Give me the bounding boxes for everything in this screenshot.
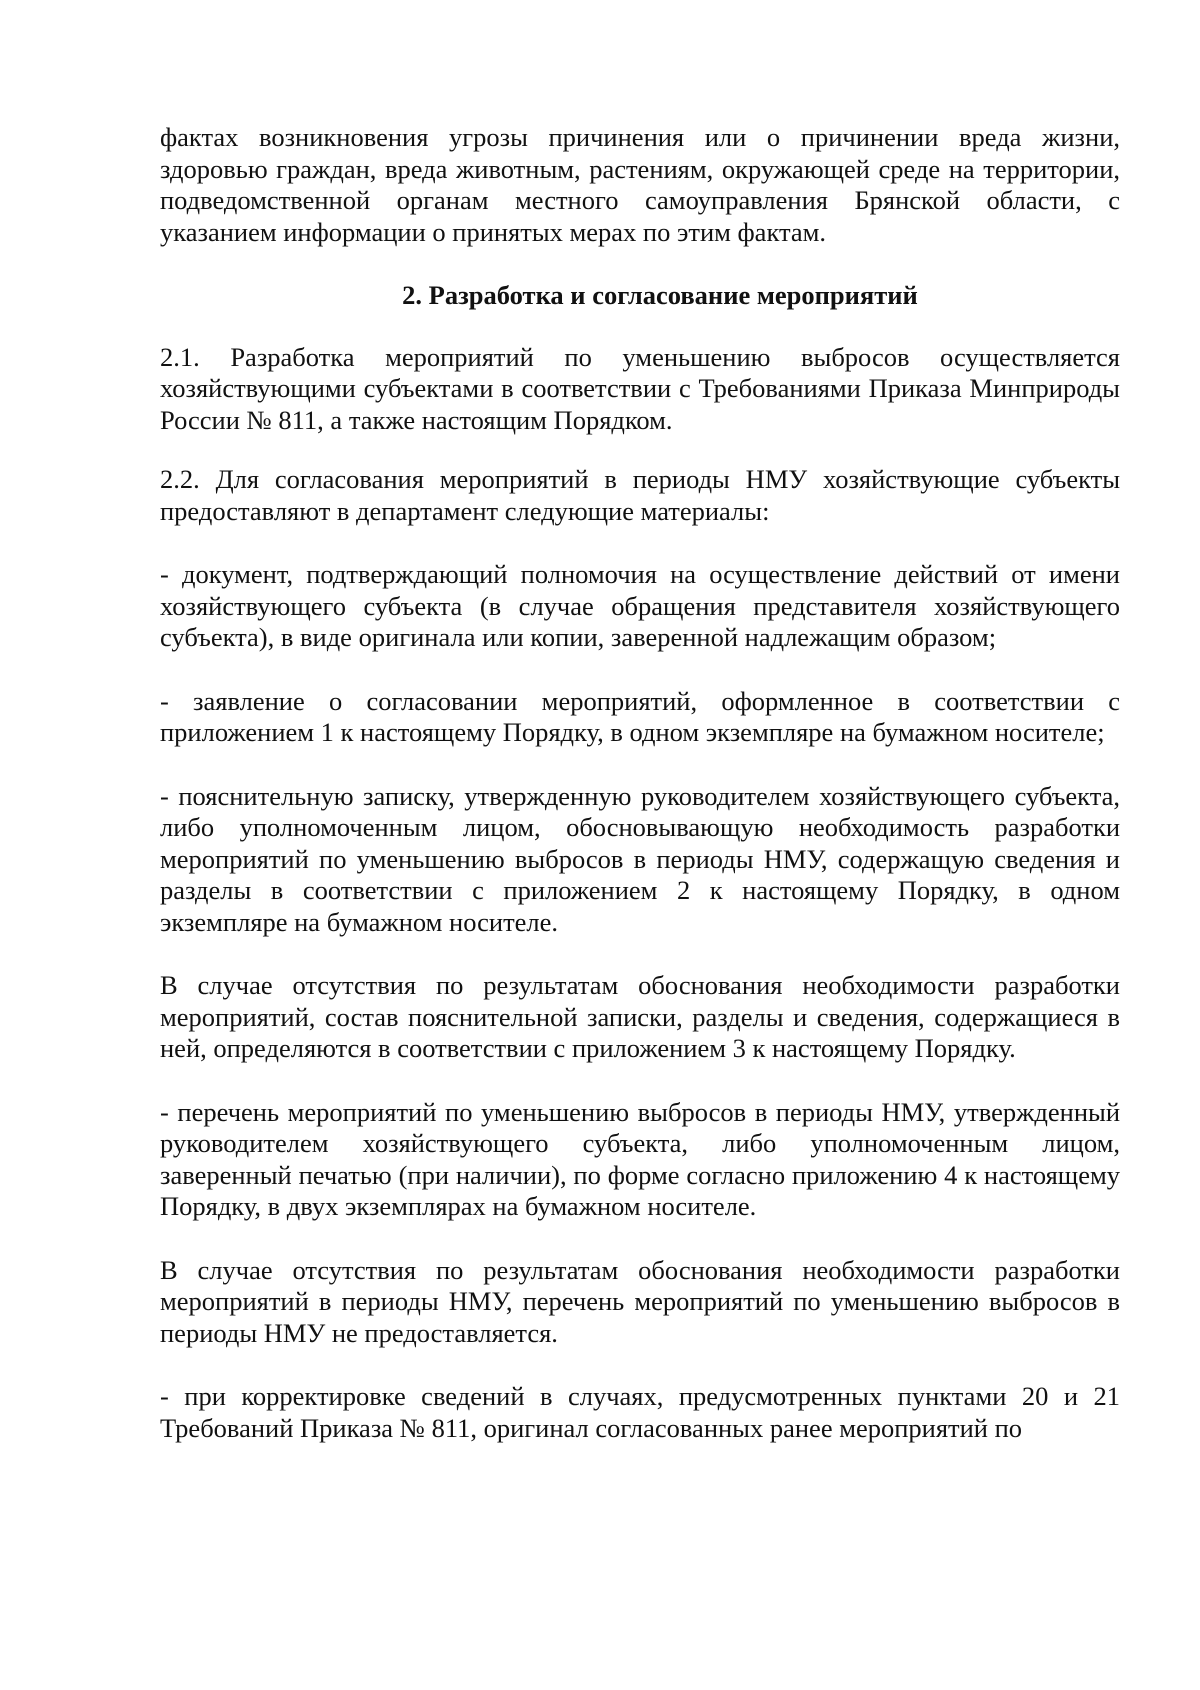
list-item-application: - заявление о согласовании мероприятий, оформленное в соответствии с приложением 1 к настоящему Порядку, в одном экземпляре на бумажном носителе;	[160, 685, 1120, 747]
paragraph-absence-note: В случае отсутствия по результатам обоснования необходимости разработки мероприятий, состав пояснительной записки, разделы и сведения, содержащиеся в ней, определяются в соответствии с приложением 3 к настоящему Порядку.	[160, 970, 1120, 1063]
intro-paragraph: фактах возникновения угрозы причинения или о причинении вреда жизни, здоровью граждан, вреда животным, растениям, окружающей среде на территории, подведомственной органам местного самоуправления Брянской области, с указанием информации о принятых мерах по этим фактам.	[160, 122, 1120, 247]
list-item-explanatory-note: - пояснительную записку, утвержденную руководителем хозяйствующего субъекта, либо уполномоченным лицом, обосновывающую необходимость разработки мероприятий по уменьшению выбросов в периоды НМУ, содержащую сведения и разделы в соответствии с приложением 2 к настоящему Порядку, в одном экземпляре на бумажном носителе.	[160, 780, 1120, 937]
document-page	[160, 122, 1120, 1476]
paragraph-2-1: 2.1. Разработка мероприятий по уменьшению выбросов осуществляется хозяйствующими субъектами в соответствии с Требованиями Приказа Минприроды России № 811, а также настоящим Порядком.	[160, 341, 1120, 435]
list-item-correction: - при корректировке сведений в случаях, предусмотренных пунктами 20 и 21 Требований Приказа № 811, оригинал согласованных ранее мероприятий по	[160, 1381, 1120, 1443]
section-heading: 2. Разработка и согласование мероприятий	[402, 280, 918, 310]
list-item-authority-document: - документ, подтверждающий полномочия на осуществление действий от имени хозяйствующего субъекта (в случае обращения представителя хозяйствующего субъекта), в виде оригинала или копии, заверенной надлежащим образом;	[160, 559, 1120, 652]
paragraph-absence-measures: В случае отсутствия по результатам обоснования необходимости разработки мероприятий в периоды НМУ, перечень мероприятий по уменьшению выбросов в периоды НМУ не предоставляется.	[160, 1254, 1120, 1348]
paragraph-2-2: 2.2. Для согласования мероприятий в периоды НМУ хозяйствующие субъекты предоставляют в департамент следующие материалы:	[160, 464, 1120, 526]
list-item-measures-list: - перечень мероприятий по уменьшению выбросов в периоды НМУ, утвержденный руководителем хозяйствующего субъекта, либо уполномоченным лицом, заверенный печатью (при наличии), по форме согласно приложению 4 к настоящему Порядку, в двух экземплярах на бумажном носителе.	[160, 1096, 1120, 1221]
